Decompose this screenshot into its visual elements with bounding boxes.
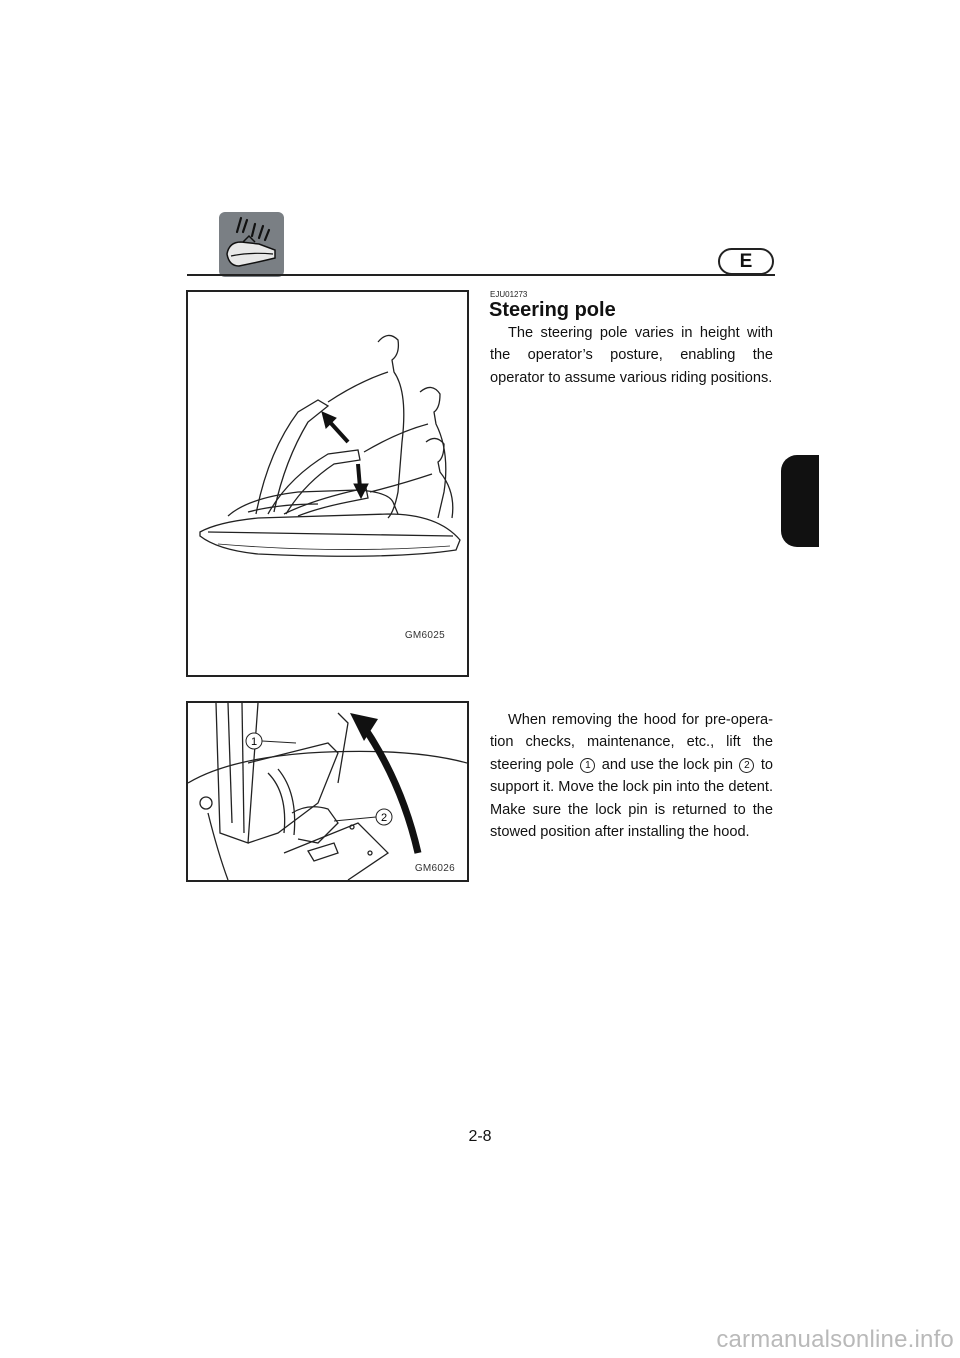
- watermark: carmanualsonline.info: [716, 1326, 954, 1353]
- figure-code: GM6025: [404, 630, 445, 641]
- figure-lock-pin: [186, 701, 469, 882]
- figure-riding-positions: [186, 290, 469, 677]
- paragraph-steering-pole: The steering pole varies in height with the operator’s posture, enabling the operator to assume various riding positions.: [490, 325, 773, 386]
- chapter-icon: [219, 212, 284, 277]
- figure-code: GM6026: [414, 863, 455, 874]
- section-title: Steering pole: [489, 299, 616, 321]
- paragraph-text: When removing the hood for pre-operation checks, maintenance, etc., lift the steering pole: [490, 712, 773, 773]
- steering-pole-lock-illustration: [188, 703, 467, 880]
- paragraph-text: and use the lock pin: [597, 756, 738, 773]
- callout-1: 1: [250, 736, 258, 748]
- header-rule: [187, 274, 775, 276]
- chapter-side-tab: [781, 455, 819, 547]
- callout-2: 2: [380, 812, 388, 824]
- page-number: 2-8: [468, 1128, 492, 1145]
- jetski-icon: [219, 212, 284, 277]
- jetski-riding-illustration: [188, 292, 467, 675]
- paragraph-hood-removal: [490, 709, 773, 843]
- paragraph-text: to support it. Move the lock pin into the detent. Make sure the lock pin is returned to the stowed position after installing the hood.: [490, 756, 774, 841]
- reference-marker-2: 2: [739, 758, 754, 773]
- reference-marker-1: 1: [580, 758, 595, 773]
- language-badge: E: [718, 248, 774, 275]
- section-code: EJU01273: [490, 290, 528, 299]
